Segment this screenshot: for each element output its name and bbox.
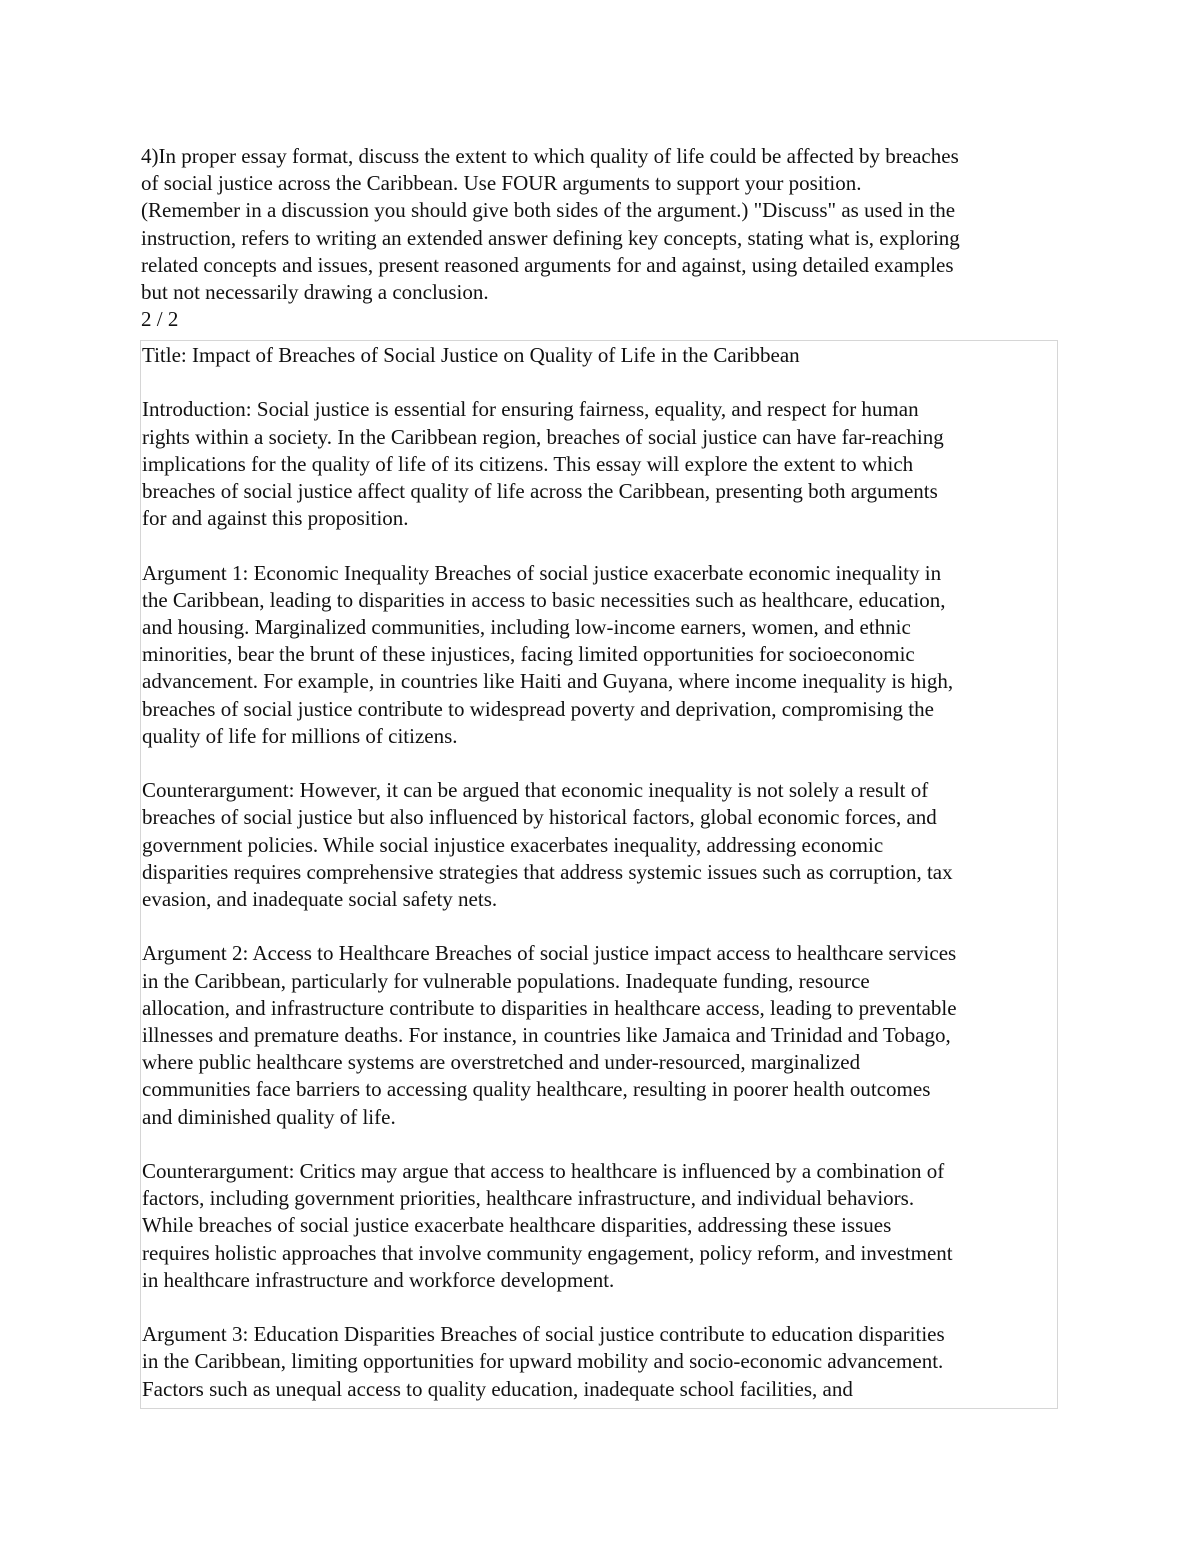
- essay-body: [141, 342, 1057, 1403]
- question-text: 4)In proper essay format, discuss the extent to which quality of life could be affected by breaches of social justice across the Caribbean. Use FOUR arguments to support your position. (Remember in a discussion you should give both sides of the argument.) "Discuss" as used in the instruction, refers to writing an extended answer defining key concepts, stating what is, exploring related concepts and issues, present reasoned arguments for and against, using detailed examples but not necessarily drawing a conclusion.: [141, 144, 960, 305]
- essay-introduction: Introduction: Social justice is essential for ensuring fairness, equality, and respect for human rights within a society. In the Caribbean region, breaches of social justice can have far-reaching implications for the quality of life of its citizens. This essay will explore the extent to which breaches of social justice affect quality of life across the Caribbean, presenting both arguments for and against this proposition.: [142, 397, 944, 531]
- response-counter: 2 / 2: [141, 307, 179, 332]
- essay-response-box: [140, 340, 1058, 1409]
- essay-argument-1: Argument 1: Economic Inequality Breaches of social justice exacerbate economic inequality in the Caribbean, leading to disparities in access to basic necessities such as healthcare, education, and housing. Marginalized communities, including low-income earners, women, and ethnic minorities, bear the brunt of these injustices, facing limited opportunities for socioeconomic advancement. For example, in countries like Haiti and Guyana, where income inequality is high, breaches of social justice contribute to widespread poverty and deprivation, compromising the quality of life for millions of citizens.: [142, 560, 954, 748]
- essay-argument-3: Argument 3: Education Disparities Breaches of social justice contribute to education disparities in the Caribbean, limiting opportunities for upward mobility and socio-economic advancement. Factors such as unequal access to quality education, inadequate school facilities, and: [142, 1322, 945, 1401]
- question-prompt: [141, 143, 1071, 333]
- essay-title: Title: Impact of Breaches of Social Justice on Quality of Life in the Caribbean: [142, 343, 800, 367]
- essay-counterargument-1: Counterargument: However, it can be argued that economic inequality is not solely a result of breaches of social justice but also influenced by historical factors, global economic forces, and government policies. While social injustice exacerbates inequality, addressing economic disparities requires comprehensive strategies that address systemic issues such as corruption, tax evasion, and inadequate social safety nets.: [142, 778, 953, 912]
- essay-counterargument-2: Counterargument: Critics may argue that access to healthcare is influenced by a combination of factors, including government priorities, healthcare infrastructure, and individual behaviors. While breaches of social justice exacerbate healthcare disparities, addressing these issues requires holistic approaches that involve community engagement, policy reform, and investment in healthcare infrastructure and workforce development.: [142, 1159, 953, 1292]
- essay-argument-2: Argument 2: Access to Healthcare Breaches of social justice impact access to healthcare services in the Caribbean, particularly for vulnerable populations. Inadequate funding, resource allocation, and infrastructure contribute to disparities in healthcare access, leading to preventable illnesses and premature deaths. For instance, in countries like Jamaica and Trinidad and Tobago, where public healthcare systems are overstretched and under-resourced, marginalized communities face barriers to accessing quality healthcare, resulting in poorer health outcomes and diminished quality of life.: [142, 941, 957, 1129]
